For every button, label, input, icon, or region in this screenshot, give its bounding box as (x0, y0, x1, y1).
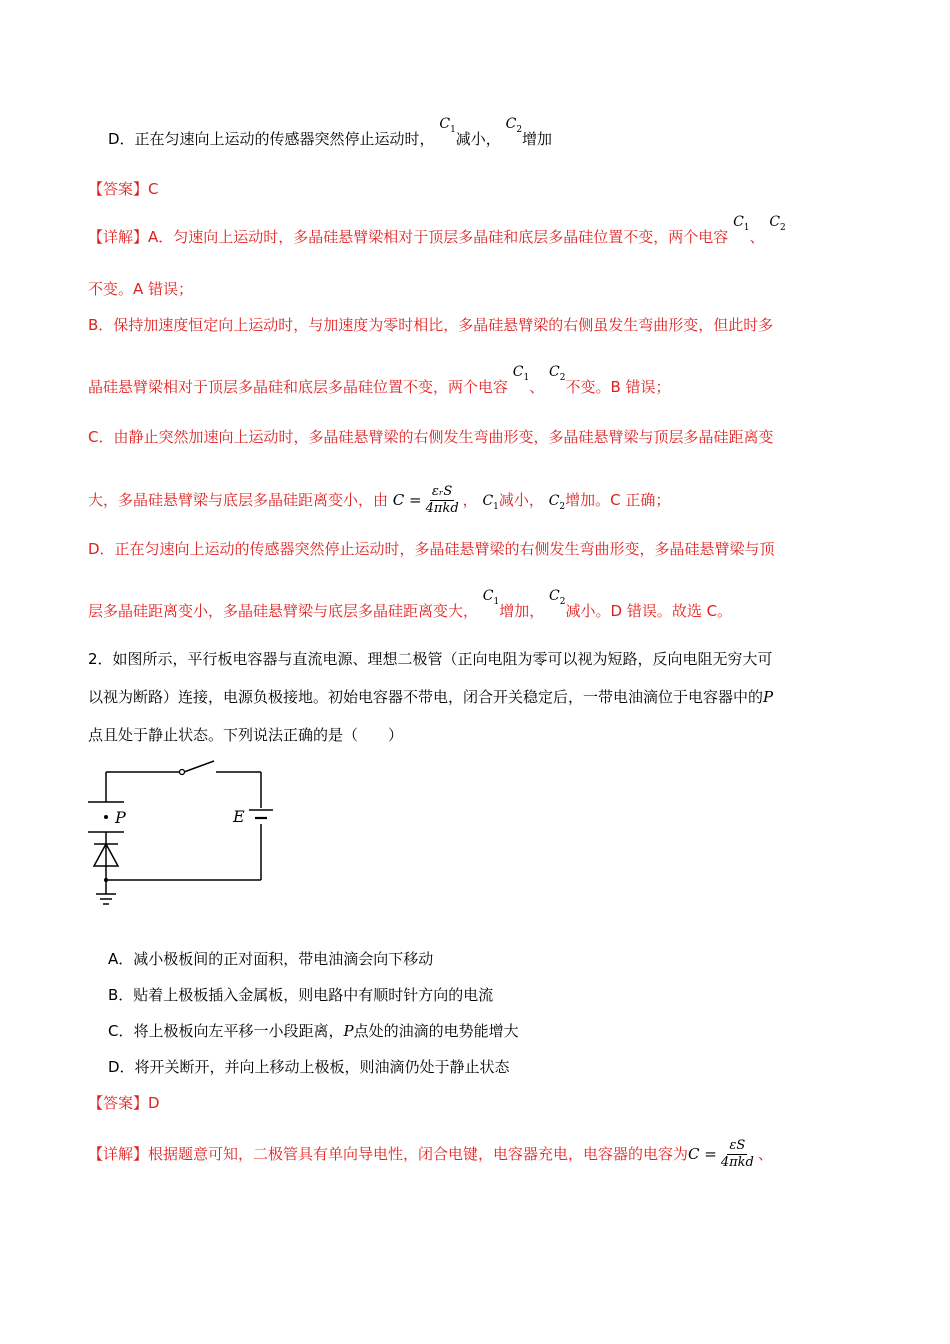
q2-option-d: D．将开关断开，并向上移动上极板，则油滴仍处于静止状态 (108, 1058, 510, 1076)
q1-option-d-mid: 减小， (455, 130, 501, 148)
q2-answer: 【答案】D (88, 1094, 160, 1112)
capacitance-formula: C = (392, 491, 422, 509)
q1-option-d-end: 增加 (522, 130, 553, 148)
q2-option-c (108, 1020, 519, 1042)
q2-detail-end: 、 (757, 1145, 773, 1163)
q1-option-d-text: D．正在匀速向上运动的传感器突然停止运动时， (108, 130, 435, 148)
separator: 、 (749, 228, 765, 246)
detail-c-mid: 减小， (498, 491, 544, 509)
label-p: P (115, 808, 126, 827)
point-p-label: P (763, 688, 774, 706)
detail-b-end: 不变。B 错误； (565, 378, 671, 396)
q1-detail-a-line2: 不变。A 错误； (88, 280, 194, 298)
junction-dot (104, 878, 108, 882)
oil-drop-dot (104, 815, 108, 819)
switch-contact-left (180, 770, 185, 775)
q1-detail-b-line2 (88, 364, 671, 405)
c2-symbol: $C_2$ (505, 116, 523, 135)
c2-symbol: $C_2$ (549, 588, 566, 607)
detail-label: 【详解】 (88, 228, 149, 246)
detail-a-text: A．匀速向上运动时，多晶硅悬臂梁相对于顶层多晶硅和底层多晶硅位置不变，两个电容 (148, 228, 729, 246)
c1-symbol: $C_1$ (439, 116, 456, 135)
label-e: E (233, 807, 245, 826)
option-c-pre: C．将上极板向左平移一小段距离， (108, 1022, 344, 1040)
q1-detail-d-line1: D．正在匀速向上运动的传感器突然停止运动时，多晶硅悬臂梁的右侧发生弯曲形变，多晶硅悬臂梁与顶 (88, 540, 775, 558)
q2-detail-text: 根据题意可知，二极管具有单向导电性，闭合电键，电容器充电，电容器的电容为 (148, 1145, 689, 1163)
separator: 、 (529, 378, 545, 396)
q1-detail-b-line1: B．保持加速度恒定向上运动时，与加速度为零时相比，多晶硅悬臂梁的右侧虽发生弯曲形变，但此时多 (88, 316, 774, 334)
q1-detail-c-line2 (88, 484, 670, 518)
detail-d-mid: 增加， (499, 602, 545, 620)
capacitance-formula: C = (688, 1145, 717, 1163)
c2-symbol: $C_2$ (548, 493, 566, 512)
detail-b-text: 晶硅悬臂梁相对于顶层多晶硅和底层多晶硅位置不变，两个电容 (88, 378, 509, 396)
q2-stem-line2 (88, 686, 773, 708)
c1-symbol: $C_1$ (512, 364, 530, 383)
q1-detail-c-line1: C．由静止突然加速向上运动时，多晶硅悬臂梁的右侧发生弯曲形变，多晶硅悬臂梁与顶层多晶硅距离变 (88, 428, 774, 446)
q2-option-a: A．减小极板间的正对面积，带电油滴会向下移动 (108, 950, 434, 968)
detail-d-text: 层多晶硅距离变小，多晶硅悬臂梁与底层多晶硅距离变大， (88, 602, 479, 620)
detail-d-end: 减小。D 错误。故选 C。 (565, 602, 733, 620)
q2-stem-line3: 点且处于静止状态。下列说法正确的是（ ） (88, 726, 404, 744)
switch-blade (184, 761, 214, 772)
q1-answer: 【答案】C (88, 180, 159, 198)
detail-label: 【详解】 (88, 1145, 149, 1163)
q1-option-d (108, 116, 553, 157)
detail-c-end: 增加。C 正确； (565, 491, 671, 509)
c1-symbol: $C_1$ (733, 214, 750, 233)
circuit-diagram (84, 760, 284, 910)
point-p-label: P (343, 1022, 354, 1040)
q2-option-b: B．贴着上极板插入金属板，则电路中有顺时针方向的电流 (108, 986, 494, 1004)
c2-symbol: $C_2$ (549, 364, 566, 383)
c1-symbol: $C_1$ (482, 493, 499, 512)
capacitance-fraction: $\frac{\text{εᵣS}}{\text{4πkd}}$ (425, 484, 459, 516)
detail-c-text: 大，多晶硅悬臂梁与底层多晶硅距离变小，由 (88, 491, 389, 509)
c2-symbol: $C_2$ (769, 214, 786, 233)
q2-detail-line1 (88, 1138, 773, 1171)
option-c-post: 点处的油滴的电势能增大 (353, 1022, 519, 1040)
q1-detail-a-line1 (88, 214, 786, 255)
capacitance-fraction: $\frac{\varepsilon S}{\text{4πkd}}$ (720, 1138, 754, 1170)
comma: ， (462, 491, 478, 509)
q1-detail-d-line2 (88, 588, 733, 629)
c1-symbol: $C_1$ (482, 588, 500, 607)
q2-stem-line1: 2．如图所示，平行板电容器与直流电源、理想二极管（正向电阻为零可以视为短路，反向电阻无穷大可 (88, 650, 773, 668)
q2-stem-text: 以视为断路）连接，电源负极接地。初始电容器不带电，闭合开关稳定后，一带电油滴位于电容器中的 (88, 688, 764, 706)
